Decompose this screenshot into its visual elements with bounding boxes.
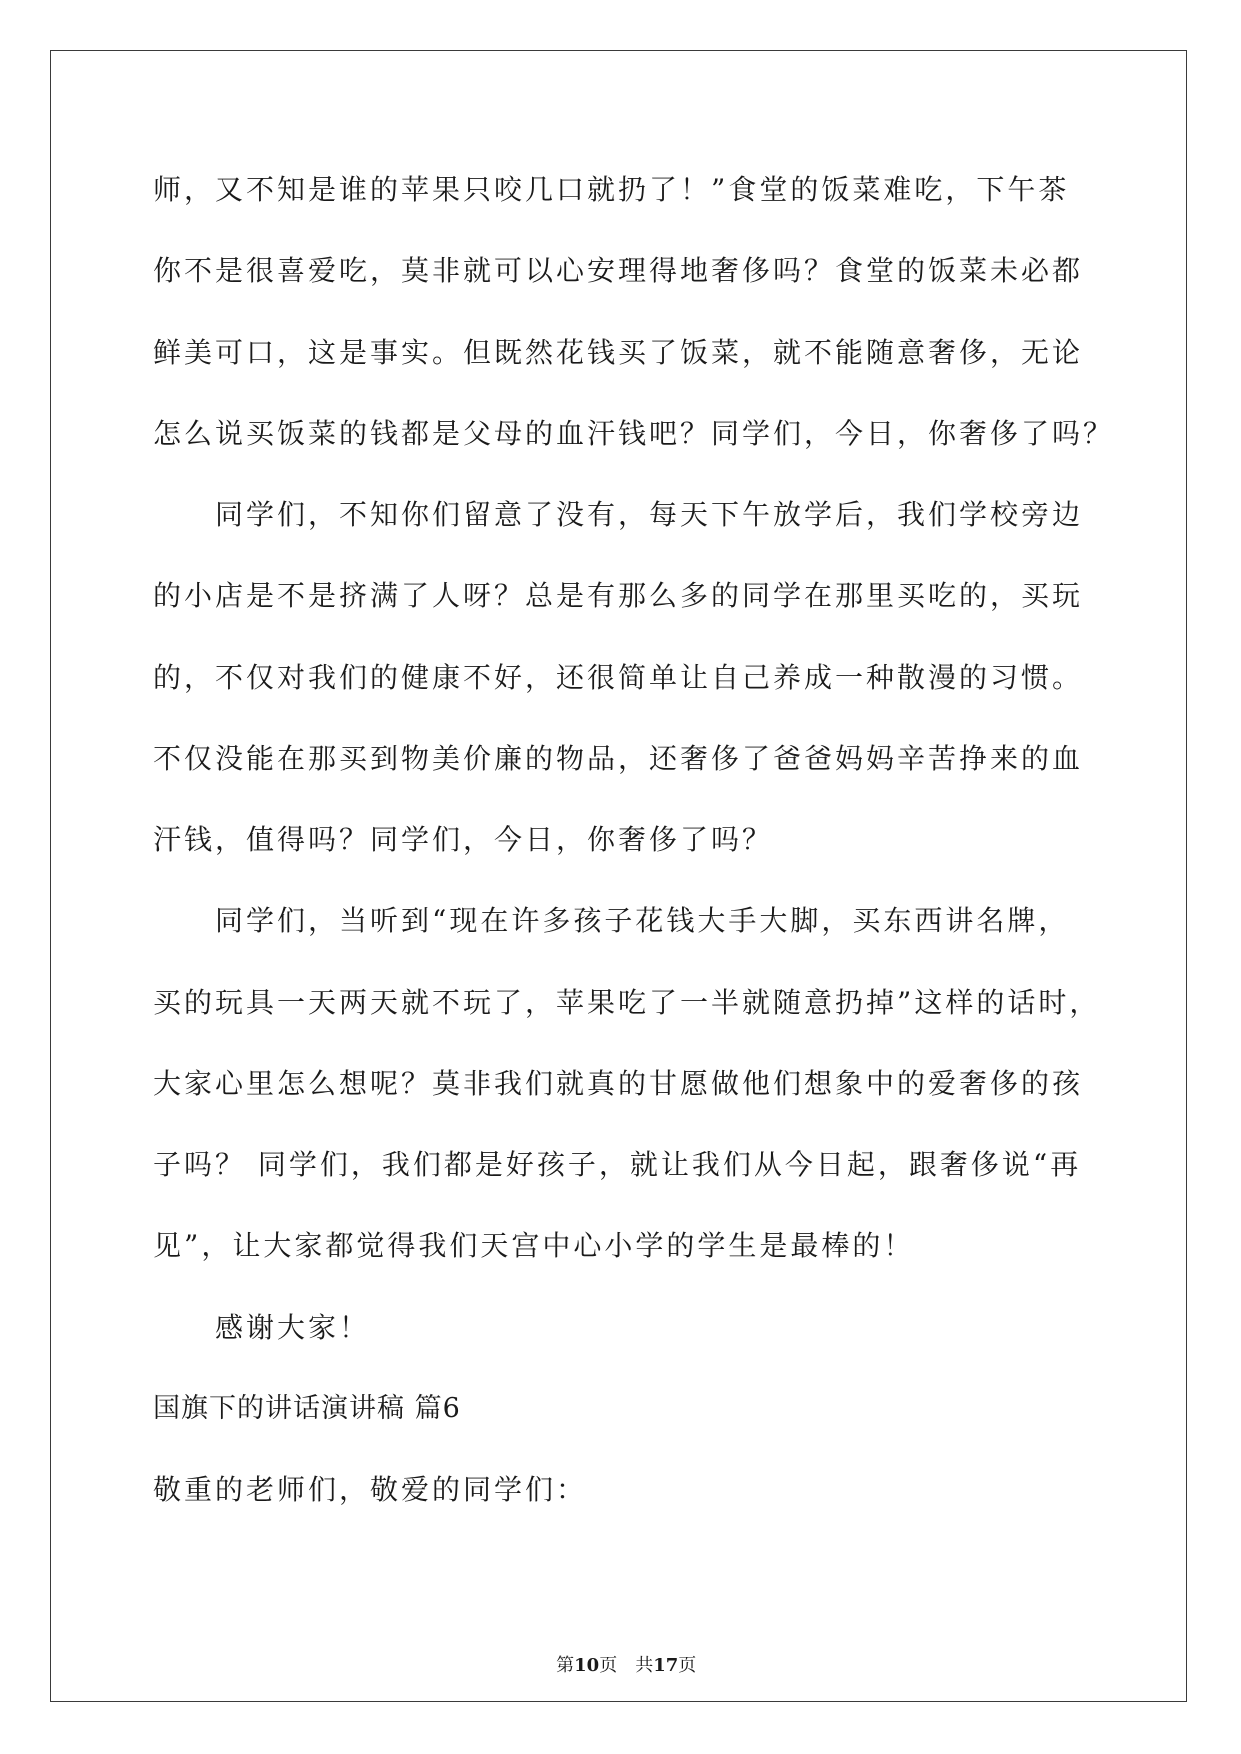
total-pages-label [635,1655,696,1676]
body-text-line: 子吗？ 同学们，我们都是好孩子，就让我们从今日起，跟奢侈说“再 [153,1148,1082,1181]
document-body [153,149,1153,1530]
page-prefix: 第 [556,1655,575,1676]
body-text-line: 同学们，当听到“现在许多孩子花钱大手大脚，买东西讲名牌， [215,904,1070,938]
body-text-line: 同学们，不知你们留意了没有，每天下午放学后，我们学校旁边 [215,498,1084,531]
body-text-line: 买的玩具一天两天就不玩了，苹果吃了一半就随意扔掉”这样的话时， [153,985,1101,1019]
body-text-line: 大家心里怎么想呢？莫非我们就真的甘愿做他们想象中的爱奢侈的孩 [153,1066,1084,1100]
page-number-label [556,1655,617,1676]
salutation: 敬重的老师们，敬爱的同学们： [153,1473,588,1506]
section-heading: 国旗下的讲话演讲稿 篇6 [153,1392,461,1424]
body-text-line: 你不是很喜爱吃，莫非就可以心安理得地奢侈吗？食堂的饭菜未必都 [153,254,1084,288]
page-suffix: 页 [599,1655,618,1676]
total-prefix: 共 [635,1655,654,1676]
body-text-line: 汗钱，值得吗？同学们，今日，你奢侈了吗？ [153,823,774,856]
body-text-line: 见”，让大家都觉得我们天宫中心小学的学生是最棒的！ [153,1229,915,1263]
total-pages: 17 [653,1655,679,1676]
body-text-line: 不仅没能在那买到物美价廉的物品，还奢侈了爸爸妈妈辛苦挣来的血 [153,741,1084,775]
body-text-line: 怎么说买饭菜的钱都是父母的血汗钱吧？同学们，今日，你奢侈了吗？ [153,416,1115,450]
body-text-line: 师，又不知是谁的苹果只咬几口就扔了！”食堂的饭菜难吃，下午茶 [153,173,1070,206]
body-text-line: 的，不仅对我们的健康不好，还很简单让自己养成一种散漫的习惯。 [153,660,1084,694]
closing-thanks: 感谢大家！ [215,1310,371,1344]
page-footer [0,1624,1241,1676]
total-suffix: 页 [678,1655,697,1676]
body-text-line: 的小店是不是挤满了人呀？总是有那么多的同学在那里买吃的，买玩 [153,579,1084,613]
body-text-line: 鲜美可口，这是事实。但既然花钱买了饭菜，就不能随意奢侈，无论 [153,335,1084,369]
page-number: 10 [574,1655,600,1676]
